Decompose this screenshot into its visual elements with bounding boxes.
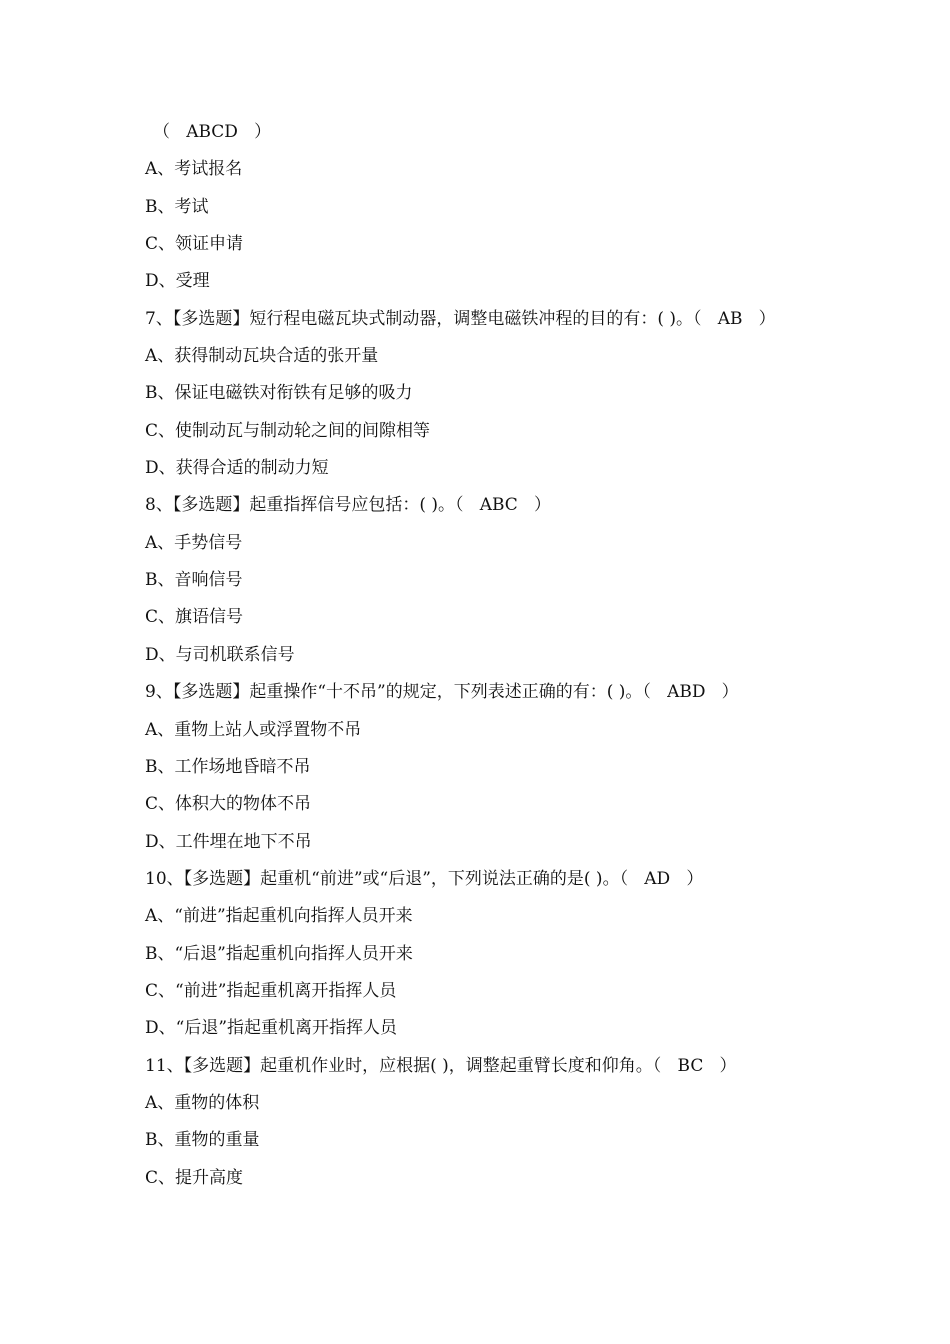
option-c: C、旗语信号 [145, 607, 244, 628]
option-a: A、获得制动瓦块合适的张开量 [145, 346, 379, 367]
option-d: D、获得合适的制动力短 [145, 458, 329, 479]
option-c: C、“前进”指起重机离开指挥人员 [145, 980, 397, 1001]
question-9: 9、【多选题】起重操作“十不吊”的规定，下列表述正确的有：( )。（ ABD ） [145, 682, 739, 703]
question-8: 8、【多选题】起重指挥信号应包括：( )。（ ABC ） [145, 495, 551, 516]
option-b: B、重物的重量 [145, 1130, 260, 1151]
option-a: A、重物上站人或浮置物不吊 [145, 719, 362, 740]
option-c: C、体积大的物体不吊 [145, 794, 312, 815]
option-c: C、领证申请 [145, 234, 244, 255]
option-b: B、考试 [145, 196, 209, 217]
option-a: A、重物的体积 [145, 1092, 260, 1113]
question-10: 10、【多选题】起重机“前进”或“后退”，下列说法正确的是( )。（ AD ） [145, 868, 704, 889]
option-d: D、受理 [145, 271, 210, 292]
option-b: B、保证电磁铁对衔铁有足够的吸力 [145, 383, 413, 404]
option-a: A、手势信号 [145, 532, 243, 553]
question-list [145, 119, 845, 1202]
option-a: A、“前进”指起重机向指挥人员开来 [145, 906, 413, 927]
question-7: 7、【多选题】短行程电磁瓦块式制动器，调整电磁铁冲程的目的有：( )。（ AB ） [145, 308, 776, 329]
option-b: B、音响信号 [145, 570, 243, 591]
answer-line: （ ABCD ） [153, 122, 272, 142]
option-c: C、使制动瓦与制动轮之间的间隙相等 [145, 420, 431, 441]
question-11: 11、【多选题】起重机作业时，应根据( )，调整起重臂长度和仰角。（ BC ） [145, 1055, 737, 1076]
option-a: A、考试报名 [145, 159, 243, 180]
option-d: D、工件埋在地下不吊 [145, 831, 312, 852]
option-c: C、提升高度 [145, 1167, 244, 1188]
option-d: D、与司机联系信号 [145, 644, 295, 665]
option-b: B、工作场地昏暗不吊 [145, 756, 311, 777]
option-d: D、“后退”指起重机离开指挥人员 [145, 1018, 398, 1039]
option-b: B、“后退”指起重机向指挥人员开来 [145, 943, 413, 964]
